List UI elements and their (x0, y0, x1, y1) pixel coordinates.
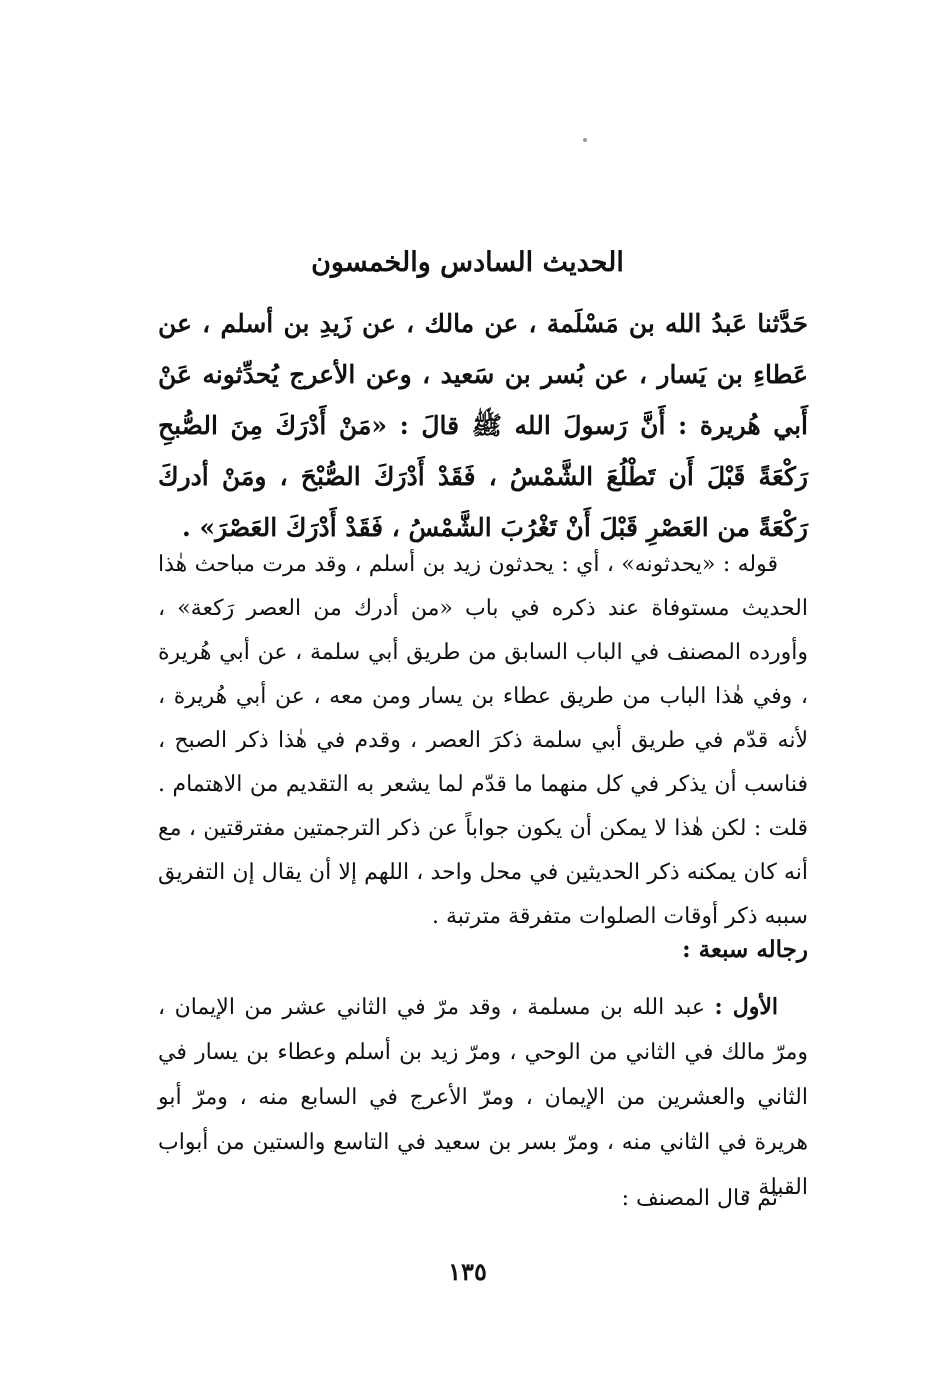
narrators-heading: رجاله سبعة : (682, 936, 808, 963)
narrators-lead: الأول : (714, 994, 778, 1020)
page-number: ١٣٥ (448, 1257, 487, 1286)
margin-mark (583, 138, 587, 142)
hadith-title: الحديث السادس والخمسون (311, 247, 624, 278)
hadith-text: حَدَّثنا عَبدُ الله بن مَسْلَمة ، عن مالك ، عن زَيدِ بن أسلم ، عن عَطاءِ بن يَسار ، عن بُسر بن سَعيد ، وعن الأعرج يُحدِّثونه عَنْ أَبي هُريرة : أَنَّ رَسولَ الله ﷺ قالَ : «مَنْ أَدْرَكَ مِنَ الصُّبحِ رَكْعَةً قَبْلَ أَن تَطْلُعَ الشَّمْسُ ، فَقَدْ أَدْرَكَ الصُّبْحَ ، ومَنْ أدركَ رَكْعَةً من العَصْرِ قَبْلَ أَنْ تَغْرُبَ الشَّمْسُ ، فَقَدْ أَدْرَكَ العَصْرَ» . (158, 309, 808, 542)
commentary-paragraph: قوله : «يحدثونه» ، أي : يحدثون زيد بن أسلم ، وقد مرت مباحث هٰذا الحديث مستوفاة عند ذكره في باب «من أدرك من العصر رَكعة» ، وأورده المصنف في الباب السابق من طريق أبي سلمة ، عن أبي هُريرة ، وفي هٰذا الباب من طريق عطاء بن يسار ومن معه ، عن أبي هُريرة ، لأنه قدّم في طريق أبي سلمة ذكرَ العصر ، وقدم في هٰذا ذكر الصبح ، فناسب أن يذكر في كل منهما ما قدّم لما يشعر به التقديم من الاهتمام . قلت : لكن هٰذا لا يمكن أن يكون جواباً عن ذكر الترجمتين مفترقتين ، مع أنه كان يمكنه ذكر الحديثين في محل واحد ، اللهم إلا أن يقال إن التفريق سببه ذكر أوقات الصلوات متفرقة مترتبة . (158, 552, 808, 929)
narrators-text: عبد الله بن مسلمة ، وقد مرّ في الثاني عشر من الإيمان ، ومرّ مالك في الثاني من الوحي ، ومرّ زيد بن أسلم وعطاء بن يسار في الثاني والعشرين من الإيمان ، ومرّ الأعرج في السابع منه ، ومرّ أبو هريرة في الثاني منه ، ومرّ بسر بن سعيد في التاسع والستين من أبواب القبلة . (158, 995, 808, 1200)
closing-line: ثم قال المصنف : (621, 1186, 778, 1211)
